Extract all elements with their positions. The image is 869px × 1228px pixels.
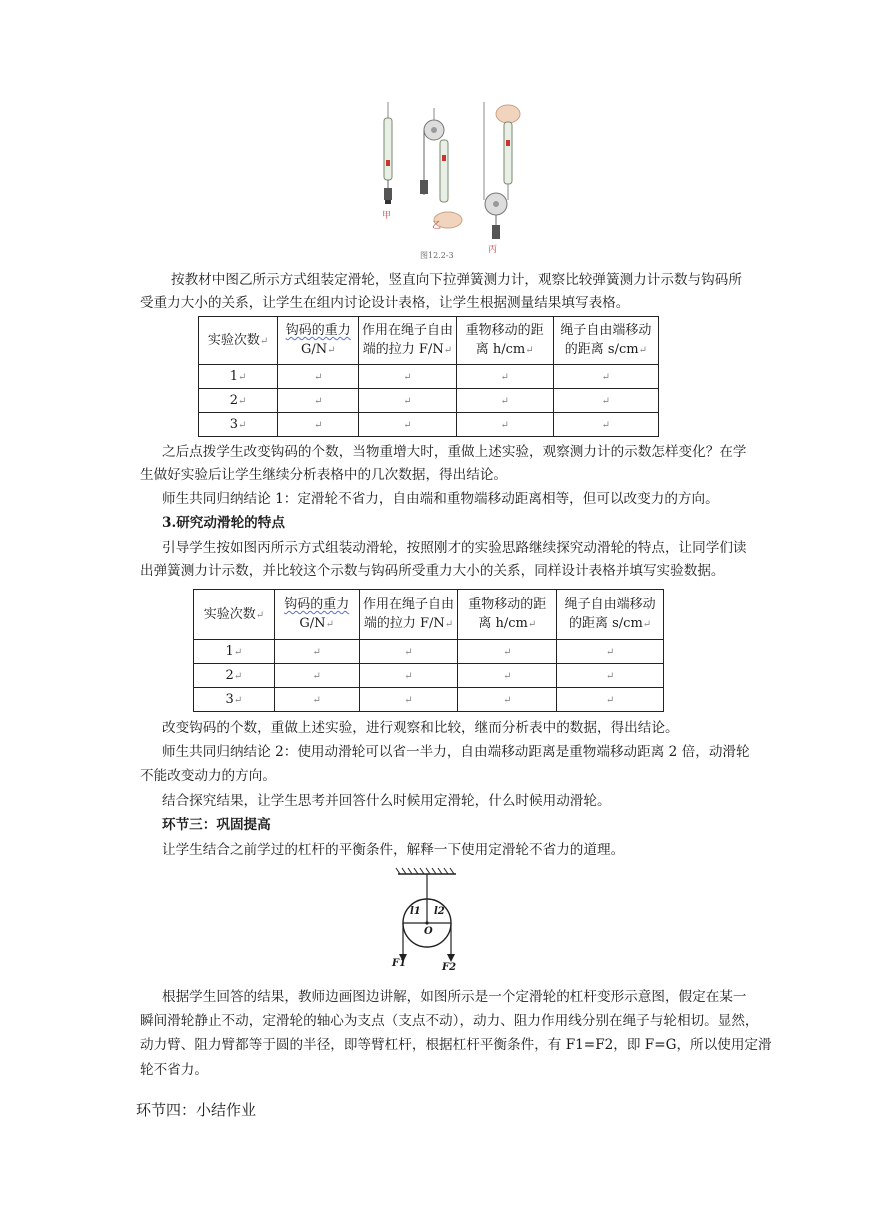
label-l1: l1	[410, 906, 421, 917]
table-row	[194, 640, 664, 664]
table-cell[interactable]: ↵	[359, 664, 458, 688]
para2-line1: 之后点拨学生改变钩码的个数，当物重增大时，重做上述实验，观察测力计的示数怎样变化？在学	[162, 444, 747, 460]
table-row	[199, 365, 659, 389]
table-cell[interactable]: ↵	[359, 640, 458, 664]
table-cell[interactable]: ↵	[458, 688, 557, 712]
table1-row2-label: 2↵	[199, 389, 278, 413]
table1-header-force: 作用在绳子自由 端的拉力 F/N↵	[359, 317, 456, 365]
table-cell[interactable]: ↵	[553, 365, 658, 389]
table2-header-force: 作用在绳子自由 端的拉力 F/N↵	[359, 590, 458, 640]
para1-line1: 按教材中图乙所示方式组装定滑轮，竖直向下拉弹簧测力计，观察比较弹簧测力计示数与钩码所	[171, 272, 742, 288]
table-cell[interactable]: ↵	[359, 688, 458, 712]
table2-header-weight: 钩码的重力 G/N↵	[274, 590, 359, 640]
table1-header-h: 重物移动的距 离 h/cm↵	[456, 317, 553, 365]
table-cell[interactable]: ↵	[359, 365, 456, 389]
para7-line3: 动力臂、阻力臂都等于圆的半径，即等臂杠杆，根据杠杆平衡条件，有 F1=F2，即 F=G，所以使用定滑	[140, 1037, 772, 1053]
table1	[198, 316, 659, 437]
table-cell[interactable]: ↵	[274, 688, 359, 712]
label-jia: 甲	[382, 211, 392, 221]
table-cell[interactable]: ↵	[456, 413, 553, 437]
table-cell[interactable]: ↵	[278, 389, 359, 413]
label-f1: F1	[392, 958, 407, 969]
table-cell[interactable]: ↵	[553, 413, 658, 437]
para7-line2: 瞬间滑轮静止不动，定滑轮的轴心为支点（支点不动），动力、阻力作用线分别在绳子与轮相切。显然，	[140, 1013, 759, 1029]
table-cell[interactable]: ↵	[274, 664, 359, 688]
table-cell[interactable]: ↵	[553, 389, 658, 413]
para6: 让学生结合之前学过的杠杆的平衡条件，解释一下使用定滑轮不省力的道理。	[162, 842, 625, 858]
table1-row1-label: 1↵	[199, 365, 278, 389]
table-cell[interactable]: ↵	[557, 640, 664, 664]
pulley-photos-illustration	[360, 100, 540, 265]
table2-row1-label: 1↵	[194, 640, 275, 664]
table-row	[199, 389, 659, 413]
table2	[193, 589, 664, 712]
conclusion2-line2: 不能改变动力的方向。	[140, 768, 276, 784]
para3-line2: 出弹簧测力计示数，并比较这个示数与钩码所受重力大小的关系，同样设计表格并填写实验数据。	[140, 563, 725, 579]
para2-line2: 生做好实验后让学生继续分析表格中的几次数据，得出结论。	[140, 467, 508, 483]
table-cell[interactable]: ↵	[359, 413, 456, 437]
table1-header-s: 绳子自由端移动 的距离 s/cm↵	[553, 317, 658, 365]
conclusion1: 师生共同归纳结论 1：定滑轮不省力，自由端和重物端移动距离相等，但可以改变力的方向。	[162, 491, 719, 507]
table2-row2-label: 2↵	[194, 664, 275, 688]
conclusion2-line1: 师生共同归纳结论 2：使用动滑轮可以省一半力，自由端移动距离是重物端移动距离 2 倍，动滑轮	[162, 744, 750, 760]
table2-header-h: 重物移动的距 离 h/cm↵	[458, 590, 557, 640]
table-cell[interactable]: ↵	[456, 389, 553, 413]
label-l2: l2	[434, 906, 445, 917]
table-cell[interactable]: ↵	[458, 664, 557, 688]
table-cell[interactable]: ↵	[359, 389, 456, 413]
table2-header-s: 绳子自由端移动 的距离 s/cm↵	[557, 590, 664, 640]
figure-caption: 图12.2-3	[420, 251, 454, 260]
table-cell[interactable]: ↵	[557, 664, 664, 688]
label-o: O	[424, 926, 433, 937]
section4-title: 环节四：小结作业	[136, 1101, 257, 1119]
table-cell[interactable]: ↵	[274, 640, 359, 664]
label-yi: 乙	[432, 221, 442, 231]
para3-line1: 引导学生按如图丙所示方式组装动滑轮，按照刚才的实验思路继续探究动滑轮的特点，让同学们读	[162, 540, 747, 556]
heading-3: 3.研究动滑轮的特点	[162, 515, 285, 531]
para4: 改变钩码的个数，重做上述实验，进行观察和比较，继而分析表中的数据，得出结论。	[162, 720, 679, 736]
table2-row3-label: 3↵	[194, 688, 275, 712]
table-cell[interactable]: ↵	[458, 640, 557, 664]
table-cell[interactable]: ↵	[557, 688, 664, 712]
para7-line4: 轮不省力。	[140, 1062, 208, 1078]
table1-header-weight: 钩码的重力 G/N↵	[278, 317, 359, 365]
table1-header-trials: 实验次数↵	[199, 317, 278, 365]
figure-pulley-photos	[360, 100, 540, 265]
lever-diagram	[384, 866, 494, 978]
label-f2: F2	[442, 962, 457, 973]
table-row	[199, 413, 659, 437]
table-cell[interactable]: ↵	[278, 365, 359, 389]
table-row	[194, 688, 664, 712]
label-bing: 丙	[488, 245, 498, 255]
table1-row3-label: 3↵	[199, 413, 278, 437]
table-row	[194, 664, 664, 688]
para1-line2: 受重力大小的关系，让学生在组内讨论设计表格，让学生根据测量结果填写表格。	[140, 295, 630, 311]
section3-title: 环节三：巩固提高	[162, 817, 271, 833]
table2-header-trials: 实验次数↵	[194, 590, 275, 640]
table-cell[interactable]: ↵	[278, 413, 359, 437]
para7-line1: 根据学生回答的结果，教师边画图边讲解，如图所示是一个定滑轮的杠杆变形示意图，假定在某一	[162, 989, 747, 1005]
table-cell[interactable]: ↵	[456, 365, 553, 389]
para5: 结合探究结果，让学生思考并回答什么时候用定滑轮，什么时候用动滑轮。	[162, 793, 611, 809]
